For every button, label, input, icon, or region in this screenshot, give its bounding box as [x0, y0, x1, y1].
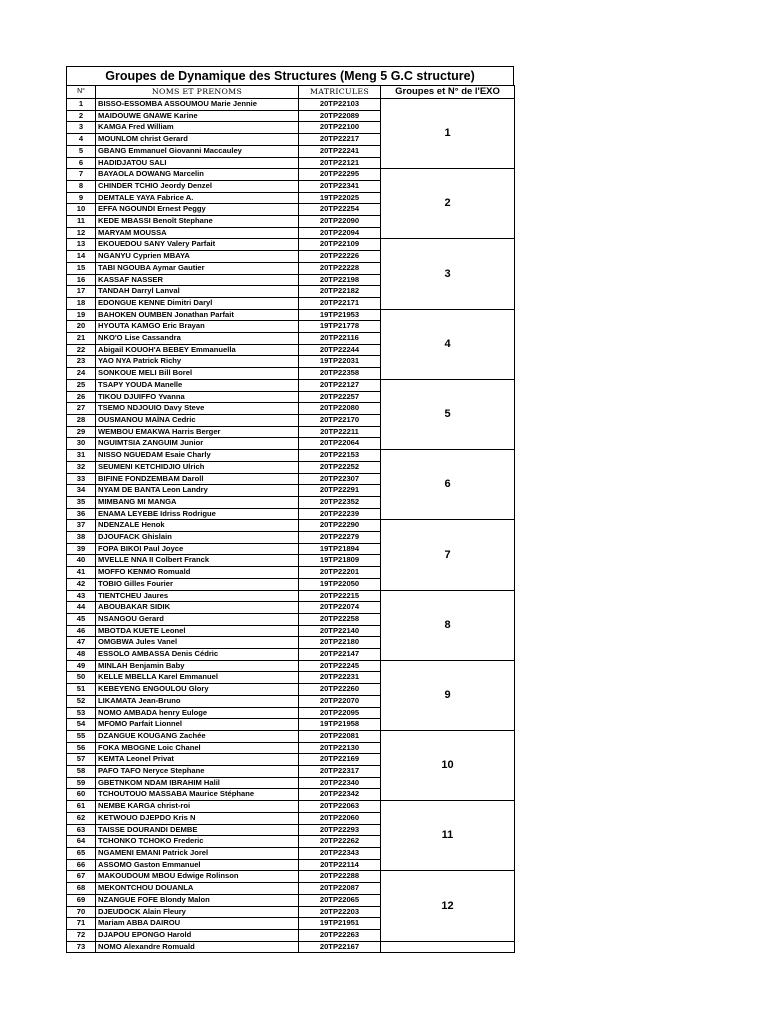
student-name: MEKONTCHOU DOUANLA [96, 883, 299, 895]
student-name: SEUMENI KETCHIDJIO Ulrich [96, 461, 299, 473]
student-matricule: 20TP22116 [299, 333, 381, 345]
student-name: EDONGUE KENNE Dimitri Daryl [96, 297, 299, 309]
student-matricule: 19TP21951 [299, 918, 381, 930]
student-name: BAHOKEN OUMBEN Jonathan Parfait [96, 309, 299, 321]
row-number: 4 [67, 134, 96, 146]
row-number: 2 [67, 110, 96, 122]
student-matricule: 20TP22262 [299, 836, 381, 848]
table-row [67, 520, 515, 532]
student-name: Mariam ABBA DAIROU [96, 918, 299, 930]
row-number: 67 [67, 871, 96, 883]
student-matricule: 19TP21809 [299, 555, 381, 567]
student-matricule: 20TP22087 [299, 883, 381, 895]
student-name: MFOMO Parfait Lionnel [96, 719, 299, 731]
row-number: 34 [67, 485, 96, 497]
row-number: 10 [67, 204, 96, 216]
student-name: PAFO TAFO Neryce Stephane [96, 766, 299, 778]
student-name: SONKOUE MELI Bill Borel [96, 368, 299, 380]
student-name: NISSO NGUEDAM Esaie Charly [96, 450, 299, 462]
row-number: 57 [67, 754, 96, 766]
student-name: ESSOLO AMBASSA Denis Cédric [96, 649, 299, 661]
student-matricule: 20TP22130 [299, 742, 381, 754]
row-number: 24 [67, 368, 96, 380]
student-name: NSANGOU Gerard [96, 613, 299, 625]
row-number: 3 [67, 122, 96, 134]
student-name: NDENZALE Henok [96, 520, 299, 532]
table-row [67, 309, 515, 321]
student-name: NOMO AMBADA henry Euloge [96, 707, 299, 719]
student-name: DJOUFACK Ghislain [96, 532, 299, 544]
student-matricule: 20TP22171 [299, 297, 381, 309]
student-matricule: 20TP22080 [299, 403, 381, 415]
row-number: 54 [67, 719, 96, 731]
student-name: MINLAH Benjamin Baby [96, 660, 299, 672]
student-name: MIMBANG MI MANGA [96, 496, 299, 508]
student-matricule: 20TP22081 [299, 730, 381, 742]
student-name: EFFA NGOUNDI Ernest Peggy [96, 204, 299, 216]
student-matricule: 20TP22295 [299, 169, 381, 181]
row-number: 21 [67, 333, 96, 345]
student-matricule: 20TP22343 [299, 848, 381, 860]
student-matricule: 19TP22025 [299, 192, 381, 204]
student-matricule: 20TP22147 [299, 649, 381, 661]
student-name: TIKOU DJUIFFO Yvanna [96, 391, 299, 403]
row-number: 19 [67, 309, 96, 321]
row-number: 5 [67, 145, 96, 157]
student-matricule: 20TP22153 [299, 450, 381, 462]
table-body [67, 99, 515, 953]
student-name: MARYAM MOUSSA [96, 227, 299, 239]
student-name: YAO NYA Patrick Richy [96, 356, 299, 368]
group-sheet [66, 66, 514, 953]
student-name: LIKAMATA Jean-Bruno [96, 695, 299, 707]
group-number: 4 [381, 309, 515, 379]
row-number: 12 [67, 227, 96, 239]
student-name: Abigail KOUOH'A BEBEY Emmanuella [96, 344, 299, 356]
student-name: MAIDOUWE GNAWE Karine [96, 110, 299, 122]
row-number: 22 [67, 344, 96, 356]
row-number: 35 [67, 496, 96, 508]
row-number: 63 [67, 824, 96, 836]
row-number: 40 [67, 555, 96, 567]
student-name: KAMGA Fred William [96, 122, 299, 134]
row-number: 25 [67, 379, 96, 391]
student-matricule: 20TP22095 [299, 707, 381, 719]
row-number: 23 [67, 356, 96, 368]
student-name: KASSAF NASSER [96, 274, 299, 286]
student-matricule: 20TP22288 [299, 871, 381, 883]
student-name: TAISSE DOURANDI DEMBE [96, 824, 299, 836]
student-matricule: 20TP22341 [299, 180, 381, 192]
row-number: 50 [67, 672, 96, 684]
row-number: 58 [67, 766, 96, 778]
student-matricule: 20TP22340 [299, 777, 381, 789]
student-name: WEMBOU EMAKWA Harris Berger [96, 426, 299, 438]
student-name: MAKOUDOUM MBOU Edwige Rolinson [96, 871, 299, 883]
row-number: 15 [67, 262, 96, 274]
student-matricule: 20TP22094 [299, 227, 381, 239]
student-matricule: 20TP22182 [299, 286, 381, 298]
group-number: 1 [381, 99, 515, 169]
student-matricule: 20TP22260 [299, 684, 381, 696]
row-number: 66 [67, 859, 96, 871]
row-number: 56 [67, 742, 96, 754]
table-row [67, 379, 515, 391]
row-number: 48 [67, 649, 96, 661]
row-number: 45 [67, 613, 96, 625]
student-name: KELLE MBELLA Karel Emmanuel [96, 672, 299, 684]
group-number: 6 [381, 450, 515, 520]
student-matricule: 20TP22217 [299, 134, 381, 146]
sheet-title: Groupes de Dynamique des Structures (Meng 5 G.C structure) [66, 66, 514, 85]
row-number: 7 [67, 169, 96, 181]
row-number: 39 [67, 543, 96, 555]
row-number: 62 [67, 812, 96, 824]
student-name: MBOTDA KUETE Leonel [96, 625, 299, 637]
student-name: KETWOUO DJEPDO Kris N [96, 812, 299, 824]
student-matricule: 20TP22074 [299, 602, 381, 614]
student-name: KEDE MBASSI Benoît Stephane [96, 216, 299, 228]
row-number: 60 [67, 789, 96, 801]
row-number: 20 [67, 321, 96, 333]
row-number: 6 [67, 157, 96, 169]
students-table [66, 85, 515, 953]
student-matricule: 20TP22203 [299, 906, 381, 918]
student-matricule: 20TP22180 [299, 637, 381, 649]
student-name: DJAPOU EPONGO Harold [96, 929, 299, 941]
student-matricule: 20TP22241 [299, 145, 381, 157]
row-number: 46 [67, 625, 96, 637]
student-matricule: 19TP21958 [299, 719, 381, 731]
row-number: 9 [67, 192, 96, 204]
row-number: 51 [67, 684, 96, 696]
student-name: NYAM DE BANTA Leon Landry [96, 485, 299, 497]
row-number: 29 [67, 426, 96, 438]
student-matricule: 19TP21894 [299, 543, 381, 555]
student-matricule: 20TP22063 [299, 801, 381, 813]
student-name: TIENTCHEU Jaures [96, 590, 299, 602]
row-number: 52 [67, 695, 96, 707]
header-num: N° [67, 86, 96, 99]
student-matricule: 20TP22215 [299, 590, 381, 602]
student-matricule: 20TP22228 [299, 262, 381, 274]
row-number: 64 [67, 836, 96, 848]
student-name: TSAPY YOUDA Manelle [96, 379, 299, 391]
student-matricule: 20TP22239 [299, 508, 381, 520]
table-row [67, 660, 515, 672]
student-matricule: 20TP22167 [299, 941, 381, 953]
student-name: MVELLE NNA II Colbert Franck [96, 555, 299, 567]
student-matricule: 20TP22065 [299, 894, 381, 906]
student-name: TCHOUTOUO MASSABA Maurice Stéphane [96, 789, 299, 801]
table-row [67, 871, 515, 883]
student-name: ENAMA LEYEBE Idriss Rodrigue [96, 508, 299, 520]
student-name: NKO'O Lise Cassandra [96, 333, 299, 345]
row-number: 65 [67, 848, 96, 860]
row-number: 44 [67, 602, 96, 614]
row-number: 28 [67, 414, 96, 426]
student-matricule: 20TP22231 [299, 672, 381, 684]
student-matricule: 20TP22121 [299, 157, 381, 169]
student-matricule: 19TP21778 [299, 321, 381, 333]
student-matricule: 20TP22254 [299, 204, 381, 216]
student-name: MOFFO KENMO Romuald [96, 567, 299, 579]
group-number: 7 [381, 520, 515, 590]
row-number: 38 [67, 532, 96, 544]
group-number [381, 941, 515, 953]
student-matricule: 20TP22089 [299, 110, 381, 122]
student-matricule: 20TP22307 [299, 473, 381, 485]
group-number: 8 [381, 590, 515, 660]
group-number: 11 [381, 801, 515, 871]
header-name: NOMS ET PRENOMS [96, 86, 299, 99]
student-name: OMGBWA Jules Vanel [96, 637, 299, 649]
table-row [67, 450, 515, 462]
row-number: 47 [67, 637, 96, 649]
table-row [67, 801, 515, 813]
group-number: 10 [381, 730, 515, 800]
student-matricule: 20TP22257 [299, 391, 381, 403]
student-matricule: 20TP22290 [299, 520, 381, 532]
student-matricule: 20TP22070 [299, 695, 381, 707]
row-number: 31 [67, 450, 96, 462]
student-name: DJEUDOCK Alain Fleury [96, 906, 299, 918]
row-number: 71 [67, 918, 96, 930]
student-matricule: 20TP22103 [299, 99, 381, 111]
student-matricule: 20TP22358 [299, 368, 381, 380]
row-number: 73 [67, 941, 96, 953]
row-number: 18 [67, 297, 96, 309]
table-row [67, 941, 515, 953]
student-matricule: 20TP22100 [299, 122, 381, 134]
row-number: 13 [67, 239, 96, 251]
student-matricule: 20TP22279 [299, 532, 381, 544]
group-number: 2 [381, 169, 515, 239]
student-matricule: 20TP22140 [299, 625, 381, 637]
group-number: 3 [381, 239, 515, 309]
row-number: 49 [67, 660, 96, 672]
row-number: 14 [67, 251, 96, 263]
table-row [67, 590, 515, 602]
group-number: 5 [381, 379, 515, 449]
row-number: 8 [67, 180, 96, 192]
student-name: FOPA BIKOI Paul Joyce [96, 543, 299, 555]
table-row [67, 99, 515, 111]
student-name: MOUNLOM christ Gerard [96, 134, 299, 146]
row-number: 16 [67, 274, 96, 286]
student-name: TSEMO NDJOUIO Davy Steve [96, 403, 299, 415]
header-matricule: MATRICULES [299, 86, 381, 99]
student-matricule: 20TP22245 [299, 660, 381, 672]
row-number: 68 [67, 883, 96, 895]
row-number: 59 [67, 777, 96, 789]
student-matricule: 20TP22244 [299, 344, 381, 356]
student-matricule: 20TP22252 [299, 461, 381, 473]
student-matricule: 19TP22050 [299, 578, 381, 590]
row-number: 61 [67, 801, 96, 813]
student-name: TANDAH Darryl Lanval [96, 286, 299, 298]
student-matricule: 20TP22263 [299, 929, 381, 941]
student-name: NGUIMTSIA ZANGUIM Junior [96, 438, 299, 450]
row-number: 1 [67, 99, 96, 111]
student-matricule: 20TP22258 [299, 613, 381, 625]
row-number: 30 [67, 438, 96, 450]
row-number: 43 [67, 590, 96, 602]
row-number: 37 [67, 520, 96, 532]
row-number: 41 [67, 567, 96, 579]
student-matricule: 20TP22127 [299, 379, 381, 391]
student-name: GBETNKOM NDAM IBRAHIM Halil [96, 777, 299, 789]
student-name: TCHONKO TCHOKO Frederic [96, 836, 299, 848]
student-matricule: 20TP22064 [299, 438, 381, 450]
table-row [67, 730, 515, 742]
student-name: GBANG Emmanuel Giovanni Maccauley [96, 145, 299, 157]
student-name: TABI NGOUBA Aymar Gautier [96, 262, 299, 274]
student-matricule: 20TP22317 [299, 766, 381, 778]
student-name: ASSOMO Gaston Emmanuel [96, 859, 299, 871]
group-number: 9 [381, 660, 515, 730]
student-matricule: 20TP22352 [299, 496, 381, 508]
row-number: 53 [67, 707, 96, 719]
row-number: 26 [67, 391, 96, 403]
student-matricule: 20TP22169 [299, 754, 381, 766]
student-name: BISSO-ESSOMBA ASSOUMOU Marie Jennie [96, 99, 299, 111]
student-name: DEMTALE YAYA Fabrice A. [96, 192, 299, 204]
row-number: 27 [67, 403, 96, 415]
row-number: 42 [67, 578, 96, 590]
table-row [67, 239, 515, 251]
student-matricule: 20TP22342 [299, 789, 381, 801]
student-matricule: 20TP22109 [299, 239, 381, 251]
student-name: NEMBE KARGA christ-roi [96, 801, 299, 813]
student-matricule: 20TP22170 [299, 414, 381, 426]
student-name: CHINDER TCHIO Jeordy Denzel [96, 180, 299, 192]
student-name: BIFINE FONDZEMBAM Daroll [96, 473, 299, 485]
row-number: 17 [67, 286, 96, 298]
student-name: HYOUTA KAMGO Eric Brayan [96, 321, 299, 333]
student-matricule: 19TP21953 [299, 309, 381, 321]
row-number: 36 [67, 508, 96, 520]
student-name: NGANYU Cyprien MBAYA [96, 251, 299, 263]
student-name: BAYAOLA DOWANG Marcelin [96, 169, 299, 181]
student-name: TOBIO Gilles Fourier [96, 578, 299, 590]
row-number: 69 [67, 894, 96, 906]
student-name: FOKA MBOGNE Loic Chanel [96, 742, 299, 754]
student-matricule: 20TP22211 [299, 426, 381, 438]
row-number: 11 [67, 216, 96, 228]
header-group: Groupes et N° de l'EXO [381, 86, 515, 99]
student-name: HADIDJATOU SALI [96, 157, 299, 169]
student-name: NGAMENI EMANI Patrick Jorel [96, 848, 299, 860]
student-matricule: 20TP22293 [299, 824, 381, 836]
student-name: EKOUEDOU SANY Valery Parfait [96, 239, 299, 251]
student-matricule: 20TP22114 [299, 859, 381, 871]
student-name: DZANGUE KOUGANG Zachée [96, 730, 299, 742]
student-name: NOMO Alexandre Romuald [96, 941, 299, 953]
row-number: 72 [67, 929, 96, 941]
student-matricule: 20TP22226 [299, 251, 381, 263]
student-name: KEMTA Leonel Privat [96, 754, 299, 766]
row-number: 32 [67, 461, 96, 473]
student-matricule: 20TP22060 [299, 812, 381, 824]
student-matricule: 20TP22198 [299, 274, 381, 286]
student-name: NZANGUE FOFE Blondy Malon [96, 894, 299, 906]
student-matricule: 20TP22201 [299, 567, 381, 579]
group-number: 12 [381, 871, 515, 941]
table-row [67, 169, 515, 181]
student-matricule: 20TP22090 [299, 216, 381, 228]
student-matricule: 19TP22031 [299, 356, 381, 368]
student-name: KEBEYENG ENGOULOU Glory [96, 684, 299, 696]
row-number: 55 [67, 730, 96, 742]
row-number: 70 [67, 906, 96, 918]
student-matricule: 20TP22291 [299, 485, 381, 497]
row-number: 33 [67, 473, 96, 485]
header-row [67, 86, 515, 99]
student-name: ABOUBAKAR SIDIK [96, 602, 299, 614]
student-name: OUSMANOU MAÏNA Cedric [96, 414, 299, 426]
